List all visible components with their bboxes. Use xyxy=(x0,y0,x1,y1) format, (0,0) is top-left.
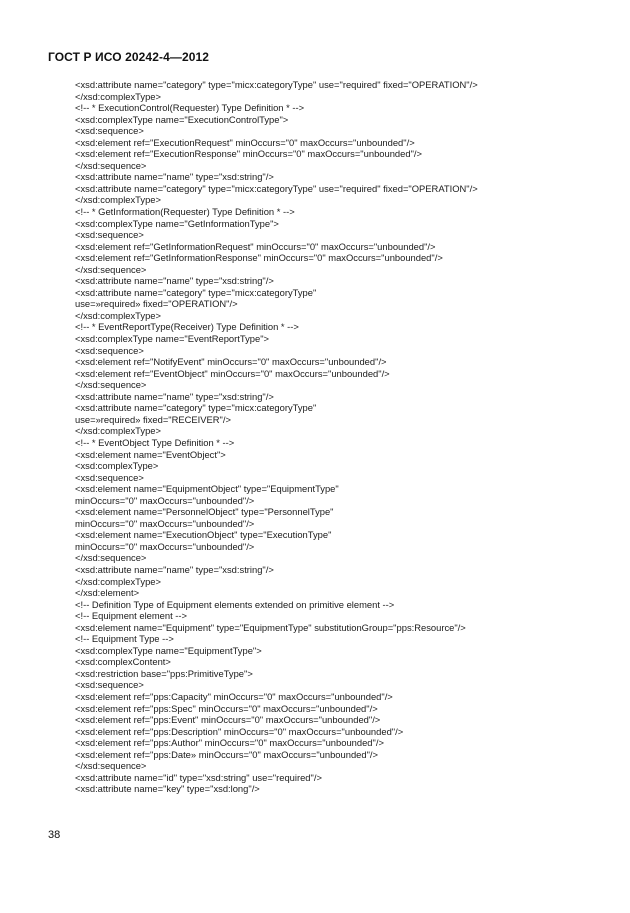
code-line: <xsd:element ref="pps:Date» minOccurs="0" maxOccurs="unbounded"/> xyxy=(75,748,378,760)
code-line: <xsd:element name="EventObject"> xyxy=(75,448,226,460)
code-line: minOccurs="0" maxOccurs="unbounded"/> xyxy=(75,540,255,552)
code-line: <xsd:attribute name="category" type="micx:categoryType" use="required" fixed="OPERATION"/> xyxy=(75,79,478,90)
code-line: </xsd:sequence> xyxy=(75,159,147,171)
code-line: <xsd:element ref="GetInformationRequest" minOccurs="0" maxOccurs="unbounded"/> xyxy=(75,240,436,252)
code-line: <xsd:complexType name="ExecutionControlType"> xyxy=(75,113,289,125)
document-header: ГОСТ Р ИСО 20242-4—2012 xyxy=(48,50,210,64)
code-line: minOccurs="0" maxOccurs="unbounded"/> xyxy=(75,517,255,529)
code-line: <xsd:sequence> xyxy=(75,229,144,241)
code-line: minOccurs="0" maxOccurs="unbounded"/> xyxy=(75,494,255,506)
code-line: <xsd:complexContent> xyxy=(75,656,171,668)
code-line: </xsd:sequence> xyxy=(75,263,147,275)
code-line: </xsd:element> xyxy=(75,587,140,599)
code-line: <xsd:attribute name="key" type="xsd:long"/> xyxy=(75,783,260,795)
code-line: <xsd:complexType name="EventReportType"> xyxy=(75,333,269,345)
code-line: <xsd:element ref="ExecutionRequest" minOccurs="0" maxOccurs="unbounded"/> xyxy=(75,136,415,148)
code-line: <xsd:attribute name="id" type="xsd:string" use="required"/> xyxy=(75,771,322,783)
code-line: <xsd:element ref="ExecutionResponse" minOccurs="0" maxOccurs="unbounded"/> xyxy=(75,148,422,160)
code-line: <xsd:sequence> xyxy=(75,471,144,483)
code-line: <xsd:element name="EquipmentObject" type="EquipmentType" xyxy=(75,483,339,495)
code-line: <xsd:complexType name="EquipmentType"> xyxy=(75,644,262,656)
code-line: <!-- * GetInformation(Requester) Type Definition * --> xyxy=(75,206,295,218)
code-line: use=»required» fixed="RECEIVER"/> xyxy=(75,413,231,425)
code-line: </xsd:sequence> xyxy=(75,552,147,564)
code-line: <xsd:element ref="pps:Capacity" minOccurs="0" maxOccurs="unbounded"/> xyxy=(75,690,393,702)
code-line: </xsd:complexType> xyxy=(75,575,161,587)
code-line: <xsd:element name="ExecutionObject" type="ExecutionType" xyxy=(75,529,332,541)
code-line: <xsd:element ref="pps:Event" minOccurs="0" maxOccurs="unbounded"/> xyxy=(75,714,381,726)
code-line: <xsd:restriction base="pps:PrimitiveType"> xyxy=(75,667,253,679)
code-line: </xsd:complexType> xyxy=(75,425,161,437)
code-line: <xsd:element ref="EventObject" minOccurs="0" maxOccurs="unbounded"/> xyxy=(75,367,390,379)
code-line: <xsd:element ref="pps:Description" minOccurs="0" maxOccurs="unbounded"/> xyxy=(75,725,404,737)
code-line: <xsd:sequence> xyxy=(75,344,144,356)
code-line: <xsd:element ref="pps:Author" minOccurs="0" maxOccurs="unbounded"/> xyxy=(75,737,384,749)
code-line: <xsd:attribute name="name" type="xsd:string"/> xyxy=(75,171,274,183)
code-line: <!-- Equipment Type --> xyxy=(75,633,174,645)
code-line: <xsd:element name="Equipment" type="EquipmentType" substitutionGroup="pps:Resource"/> xyxy=(75,621,466,633)
code-line: <xsd:element ref="NotifyEvent" minOccurs="0" maxOccurs="unbounded"/> xyxy=(75,356,387,368)
code-line: <!-- * EventObject Type Definition * --> xyxy=(75,436,235,448)
code-line: </xsd:complexType> xyxy=(75,194,161,206)
code-line: <xsd:complexType> xyxy=(75,460,159,472)
code-line: use=»required» fixed="OPERATION"/> xyxy=(75,298,238,310)
code-line: </xsd:complexType> xyxy=(75,90,161,102)
code-line: <xsd:element name="PersonnelObject" type="PersonnelType" xyxy=(75,506,334,518)
code-line: </xsd:complexType> xyxy=(75,309,161,321)
code-line: <xsd:element ref="GetInformationResponse" minOccurs="0" maxOccurs="unbounded"/> xyxy=(75,252,443,264)
code-line: <xsd:attribute name="name" type="xsd:string"/> xyxy=(75,390,274,402)
code-line: <!-- * ExecutionControl(Requester) Type Definition * --> xyxy=(75,102,305,114)
page-number: 38 xyxy=(48,829,61,841)
code-line: </xsd:sequence> xyxy=(75,379,147,391)
xsd-code-block xyxy=(75,79,595,795)
code-line: <xsd:attribute name="name" type="xsd:string"/> xyxy=(75,563,274,575)
code-line: <xsd:element ref="pps:Spec" minOccurs="0" maxOccurs="unbounded"/> xyxy=(75,702,378,714)
code-line: <!-- * EventReportType(Receiver) Type Definition * --> xyxy=(75,321,299,333)
code-line: <xsd:attribute name="name" type="xsd:string"/> xyxy=(75,275,274,287)
code-line: <xsd:complexType name="GetInformationType"> xyxy=(75,217,279,229)
code-line: <!-- Definition Type of Equipment elements extended on primitive element --> xyxy=(75,598,395,610)
code-line: <xsd:sequence> xyxy=(75,125,144,137)
code-line: <!-- Equipment element --> xyxy=(75,610,188,622)
code-line: <xsd:attribute name="category" type="micx:categoryType" xyxy=(75,402,317,414)
code-line: <xsd:attribute name="category" type="micx:categoryType" xyxy=(75,286,317,298)
code-line: </xsd:sequence> xyxy=(75,760,147,772)
code-line: <xsd:attribute name="category" type="micx:categoryType" use="required" fixed="OPERATION"/> xyxy=(75,182,478,194)
code-line: <xsd:sequence> xyxy=(75,679,144,691)
